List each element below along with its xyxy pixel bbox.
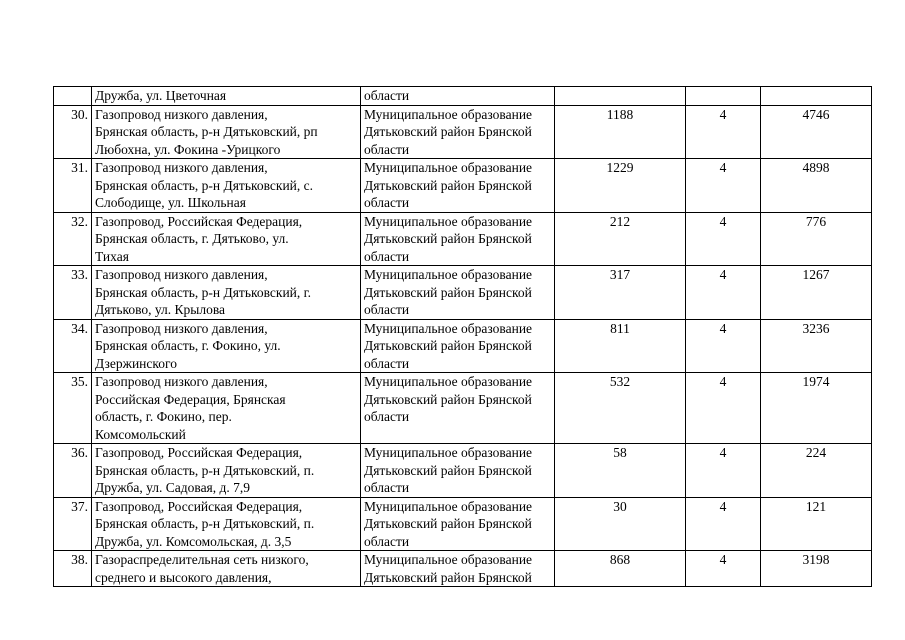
object-line: Газопровод низкого давления, [95, 374, 268, 389]
length-value: 811 [555, 319, 686, 373]
table-row [54, 319, 872, 373]
table-row [54, 444, 872, 498]
diameter-value: 4 [686, 444, 761, 498]
owner-line: области [364, 533, 410, 549]
length-value: 317 [555, 266, 686, 320]
owner-name [361, 212, 555, 266]
object-line: Дятьково, ул. Крылова [95, 302, 226, 317]
owner-line: Дятьковский район Брянской [364, 569, 532, 585]
cost-value: 776 [761, 212, 872, 266]
owner-line: Муниципальное образование [364, 213, 533, 229]
object-line: Любохна, ул. Фокина -Урицкого [95, 141, 281, 157]
property-table [53, 86, 872, 587]
row-number: 31. [54, 159, 92, 213]
object-description [92, 87, 361, 106]
row-number: 33. [54, 266, 92, 320]
object-line: Газопровод низкого давления, [95, 160, 268, 175]
object-line: Газопровод низкого давления, [95, 106, 268, 122]
row-number [54, 87, 92, 106]
object-line: Слободище, ул. Школьная [95, 195, 246, 210]
object-description [92, 212, 361, 266]
object-line: Брянская область, р-н Дятьковский, с. [95, 177, 314, 193]
length-value: 1229 [555, 159, 686, 213]
owner-name [361, 551, 555, 587]
diameter-value: 4 [686, 551, 761, 587]
diameter-value: 4 [686, 497, 761, 551]
row-number: 38. [54, 551, 92, 587]
owner-line: области [364, 480, 410, 495]
owner-line: Муниципальное образование [364, 374, 533, 389]
owner-line: Муниципальное образование [364, 498, 533, 514]
object-line: Газораспределительная сеть низкого, [95, 552, 309, 567]
object-line: Газопровод низкого давления, [95, 267, 268, 282]
table-row [54, 551, 872, 587]
table-row [54, 373, 872, 444]
owner-line: Муниципальное образование [364, 552, 533, 567]
object-line: Российская Федерация, Брянская [95, 391, 286, 407]
object-line: Дзержинского [95, 355, 177, 371]
row-number: 35. [54, 373, 92, 444]
object-line: Брянская область, р-н Дятьковский, г. [95, 284, 312, 300]
owner-line: области [364, 355, 410, 371]
object-line: Газопровод, Российская Федерация, [95, 445, 303, 460]
object-description [92, 319, 361, 373]
diameter-value: 4 [686, 212, 761, 266]
owner-name [361, 373, 555, 444]
length-value: 532 [555, 373, 686, 444]
owner-line: области [364, 141, 410, 157]
table-row [54, 87, 872, 106]
length-value: 868 [555, 551, 686, 587]
owner-line: области [364, 88, 410, 103]
owner-line: Муниципальное образование [364, 320, 533, 336]
object-line: Комсомольский [95, 426, 186, 442]
owner-name [361, 159, 555, 213]
diameter-value: 4 [686, 159, 761, 213]
row-number: 37. [54, 497, 92, 551]
cost-value: 121 [761, 497, 872, 551]
owner-line: Дятьковский район Брянской [364, 177, 532, 193]
table-row [54, 212, 872, 266]
object-line: Газопровод, Российская Федерация, [95, 213, 303, 229]
length-value: 30 [555, 497, 686, 551]
table-row [54, 266, 872, 320]
owner-line: Дятьковский район Брянской [364, 516, 532, 531]
cost-value: 4898 [761, 159, 872, 213]
object-line: Газопровод низкого давления, [95, 320, 268, 336]
owner-line: области [364, 195, 410, 210]
object-line: среднего и высокого давления, [95, 569, 272, 585]
object-description [92, 551, 361, 587]
object-line: Брянская область, г. Фокино, ул. [95, 338, 281, 353]
owner-line: Дятьковский район Брянской [364, 391, 532, 407]
length-value: 58 [555, 444, 686, 498]
diameter-value: 4 [686, 105, 761, 159]
object-line: Дружба, ул. Садовая, д. 7,9 [95, 480, 251, 495]
row-number: 30. [54, 105, 92, 159]
row-number: 34. [54, 319, 92, 373]
owner-line: области [364, 248, 410, 264]
length-value: 212 [555, 212, 686, 266]
cost-value: 3198 [761, 551, 872, 587]
object-line: Тихая [95, 248, 129, 264]
owner-line: области [364, 302, 410, 317]
object-description [92, 105, 361, 159]
owner-line: Дятьковский район Брянской [364, 284, 532, 300]
object-line: Дружба, ул. Комсомольская, д. 3,5 [95, 533, 292, 549]
owner-line: области [364, 409, 410, 424]
owner-name [361, 319, 555, 373]
object-description [92, 373, 361, 444]
table-row [54, 105, 872, 159]
object-line: Газопровод, Российская Федерация, [95, 498, 303, 514]
owner-name [361, 497, 555, 551]
object-description [92, 444, 361, 498]
object-line: Брянская область, г. Дятьково, ул. [95, 231, 289, 246]
owner-line: Дятьковский район Брянской [364, 338, 532, 353]
object-line: Дружба, ул. Цветочная [95, 88, 227, 103]
row-number: 32. [54, 212, 92, 266]
row-number: 36. [54, 444, 92, 498]
owner-line: Дятьковский район Брянской [364, 231, 532, 246]
cost-value: 4746 [761, 105, 872, 159]
owner-line: Муниципальное образование [364, 267, 533, 282]
diameter-value: 4 [686, 319, 761, 373]
owner-line: Муниципальное образование [364, 160, 533, 175]
object-line: Брянская область, р-н Дятьковский, п. [95, 462, 315, 478]
cost-value: 1974 [761, 373, 872, 444]
table-body [54, 87, 872, 587]
diameter-value: 4 [686, 373, 761, 444]
cost-value [761, 87, 872, 106]
owner-line: Муниципальное образование [364, 445, 533, 460]
owner-name [361, 105, 555, 159]
table-row [54, 497, 872, 551]
owner-name [361, 266, 555, 320]
owner-name [361, 444, 555, 498]
object-description [92, 159, 361, 213]
table-row [54, 159, 872, 213]
owner-name [361, 87, 555, 106]
cost-value: 1267 [761, 266, 872, 320]
length-value: 1188 [555, 105, 686, 159]
object-description [92, 266, 361, 320]
object-line: Брянская область, р-н Дятьковский, п. [95, 516, 315, 531]
length-value [555, 87, 686, 106]
object-description [92, 497, 361, 551]
owner-line: Дятьковский район Брянской [364, 124, 532, 139]
diameter-value: 4 [686, 266, 761, 320]
owner-line: Дятьковский район Брянской [364, 462, 532, 478]
diameter-value [686, 87, 761, 106]
cost-value: 3236 [761, 319, 872, 373]
object-line: область, г. Фокино, пер. [95, 409, 232, 424]
object-line: Брянская область, р-н Дятьковский, рп [95, 124, 318, 139]
cost-value: 224 [761, 444, 872, 498]
owner-line: Муниципальное образование [364, 106, 533, 122]
